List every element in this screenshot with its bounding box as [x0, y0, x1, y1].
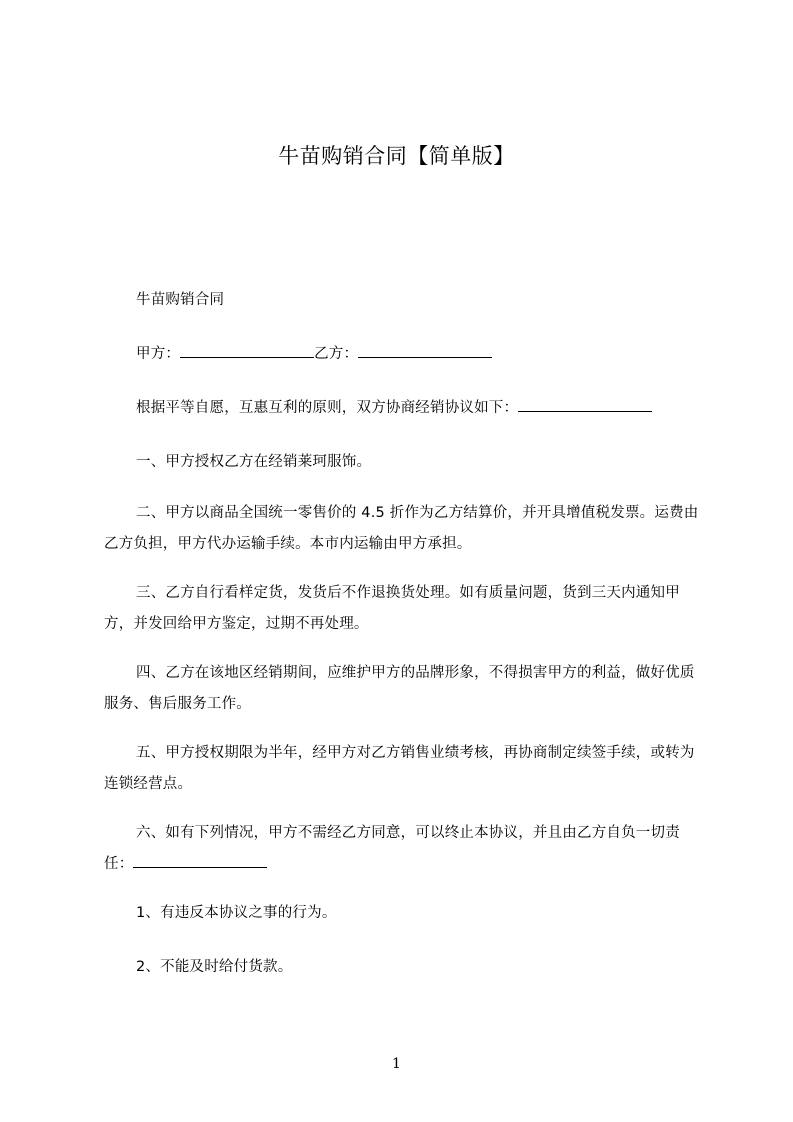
intro-paragraph: [104, 393, 704, 424]
clause-2: 二、甲方以商品全国统一零售价的 4.5 折作为乙方结算价，并开具增值税发票。运费由乙方负担，甲方代办运输手续。本市内运输由甲方承担。: [104, 505, 699, 552]
document-title: 牛苗购销合同【简单版】: [278, 144, 515, 168]
parties-line: [104, 339, 704, 370]
clause-1-text: 一、甲方授权乙方在经销莱珂服饰。: [136, 454, 372, 470]
party-b-label: 乙方：: [314, 346, 359, 362]
intro-blank[interactable]: [518, 397, 652, 412]
contract-subtitle: [104, 285, 704, 316]
page-number: 1: [392, 1056, 401, 1072]
clause-3: 三、乙方自行看样定货，发货后不作退换货处理。如有质量问题，货到三天内通知甲方，并发回给甲方鉴定，过期不再处理。: [104, 585, 680, 632]
clause-5: 五、甲方授权期限为半年，经甲方对乙方销售业绩考核，再协商制定续签手续，或转为连锁经营点。: [104, 745, 695, 792]
sub-item-2: [104, 952, 704, 983]
sub-item-1-text: 1、有违反本协议之事的行为。: [136, 905, 337, 921]
party-a-blank[interactable]: [180, 343, 314, 358]
clause-1: [104, 447, 704, 478]
clause-4: 四、乙方在该地区经销期间，应维护甲方的品牌形象，不得损害甲方的利益，做好优质服务、售后服务工作。: [104, 665, 695, 712]
sub-item-2-text: 2、不能及时给付货款。: [136, 959, 293, 975]
clause-6-text: 六、如有下列情况，甲方不需经乙方同意，可以终止本协议，并且由乙方自负一切责任：: [104, 825, 680, 872]
party-a-label: 甲方：: [136, 346, 181, 362]
sub-item-1: [104, 898, 704, 929]
party-b-blank[interactable]: [358, 343, 492, 358]
clause-6: [104, 818, 704, 880]
intro-text: 根据平等自愿，互惠互利的原则，双方协商经销协议如下：: [136, 400, 519, 416]
contract-subtitle-text: 牛苗购销合同: [136, 292, 225, 308]
clause-6-blank[interactable]: [133, 853, 267, 868]
